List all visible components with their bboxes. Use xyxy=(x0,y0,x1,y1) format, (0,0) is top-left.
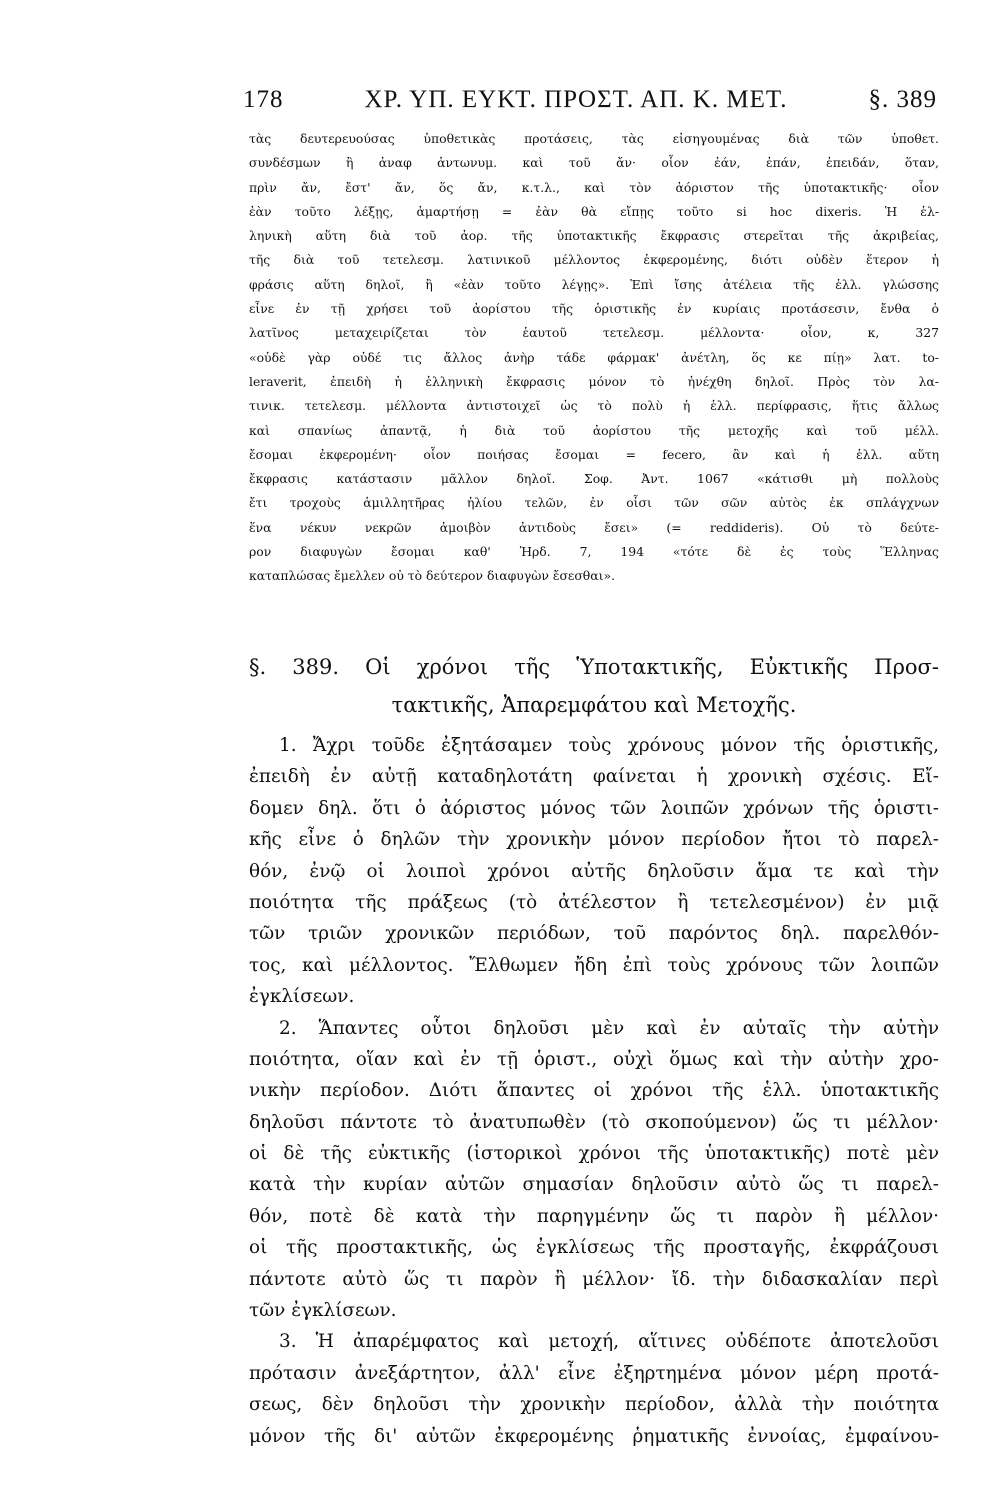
note-line: ἐὰν τοῦτο λέξῃς, ἁμαρτήσῃ = ἐὰν θὰ εἴπῃς τοῦτο si hoc dixeris. Ἡ ἑλ- xyxy=(249,203,939,219)
running-header xyxy=(243,86,937,114)
paragraph-line: μόνον τῆς δι' αὐτῶν ἐκφερομένης ῥηματικῆς ἐννοίας, ἐμφαίνου- xyxy=(249,1425,939,1447)
note-line: τινικ. τετελεσμ. μέλλοντα ἀντιστοιχεῖ ὡς τὸ πολὺ ἡ ἑλλ. περίφρασις, ἥτις ἄλλως xyxy=(249,398,939,414)
paragraph-line: θόν, ποτὲ δὲ κατὰ τὴν παρηγμένην ὥς τι παρὸν ἢ μέλλον· xyxy=(249,1205,939,1227)
note-line: ρον διαφυγὼν ἔσομαι καθ' Ἡρδ. 7, 194 «τότε δὲ ἐς τοὺς Ἕλληνας xyxy=(249,544,939,560)
paragraph-line: ἐγκλίσεων. xyxy=(249,986,355,1008)
section-reference: §. 389 xyxy=(868,86,937,113)
main-text xyxy=(249,730,939,1452)
note-line: ἕνα νέκυν νεκρῶν ἀμοιβὸν ἀντιδοὺς ἔσει» (= reddideris). Οὐ τὸ δεύτε- xyxy=(249,519,939,535)
note-line: leraverit, ἐπειδὴ ἡ ἑλληνικὴ ἔκφρασις μόνον τὸ ἠνέχθη δηλοῖ. Πρὸς τὸν λα- xyxy=(249,373,939,389)
paragraph-line: κῆς εἶνε ὁ δηλῶν τὴν χρονικὴν μόνον περίοδον ἤτοι τὸ παρελ- xyxy=(249,829,939,851)
paragraph-line: νικὴν περίοδον. Διότι ἅπαντες οἱ χρόνοι τῆς ἑλλ. ὑποτακτικῆς xyxy=(249,1080,939,1102)
paragraph-line: σεως, δὲν δηλοῦσι τὴν χρονικὴν περίοδον, ἀλλὰ τὴν ποιότητα xyxy=(249,1394,939,1416)
paragraph-line: κατὰ τὴν κυρίαν αὐτῶν σημασίαν δηλοῦσιν αὐτὸ ὥς τι παρελ- xyxy=(249,1174,939,1196)
paragraph-line: πρότασιν ἀνεξάρτητον, ἀλλ' εἶνε ἐξηρτημένα μόνον μέρη προτά- xyxy=(249,1362,939,1384)
note-line: φράσις αὕτη δηλοῖ, ἢ «ἐὰν τοῦτο λέγῃς». Ἐπὶ ἴσης ἀτέλεια τῆς ἑλλ. γλώσσης xyxy=(249,276,939,292)
note-line: τῆς διὰ τοῦ τετελεσμ. λατινικοῦ μέλλοντος ἐκφερομένης, διότι οὐδὲν ἕτερον ἡ xyxy=(249,252,939,268)
note-line: ληνικὴ αὕτη διὰ τοῦ ἀορ. τῆς ὑποτακτικῆς ἔκφρασις στερεῖται τῆς ἀκριβείας, xyxy=(249,228,939,244)
paragraph-line: θόν, ἐνῷ οἱ λοιποὶ χρόνοι αὐτῆς δηλοῦσιν ἅμα τε καὶ τὴν xyxy=(249,860,939,882)
paragraph-line: 1. Ἄχρι τοῦδε ἐξητάσαμεν τοὺς χρόνους μόνον τῆς ὁριστικῆς, xyxy=(279,735,939,756)
note-line: πρὶν ἄν, ἔστ' ἄν, ὅς ἄν, κ.τ.λ., καὶ τὸν ἀόριστον τῆς ὑποτακτικῆς· οἷον xyxy=(249,179,939,195)
note-line: ἔκφρασις κατάστασιν μᾶλλον δηλοῖ. Σοφ. Ἀντ. 1067 «κάτισθι μὴ πολλοὺς xyxy=(249,471,939,487)
note-line: καταπλώσας ἔμελλεν οὐ τὸ δεύτερον διαφυγὼν ἔσεσθαι». xyxy=(249,568,616,584)
paragraph-line: 3. Ἡ ἀπαρέμφατος καὶ μετοχή, αἵτινες οὐδέποτε ἀποτελοῦσι xyxy=(279,1331,939,1353)
paragraph-line: δομεν δηλ. ὅτι ὁ ἀόριστος μόνος τῶν λοιπῶν χρόνων τῆς ὁριστι- xyxy=(249,797,939,819)
paragraph-line: τῶν ἐγκλίσεων. xyxy=(249,1300,397,1322)
page-number: 178 xyxy=(243,86,284,113)
section-title-line-1: §. 389. Οἱ χρόνοι τῆς Ὑποτακτικῆς, Εὐκτικῆς Προσ- xyxy=(249,655,939,679)
footnote-block xyxy=(249,127,939,589)
paragraph-line: οἱ δὲ τῆς εὐκτικῆς (ἱστορικοὶ χρόνοι τῆς ὑποτακτικῆς) ποτὲ μὲν xyxy=(249,1143,939,1165)
note-line: ἔσομαι ἐκφερομένη· οἷον ποιήσας ἔσομαι = fecero, ἂν καὶ ἡ ἑλλ. αὕτη xyxy=(249,446,939,462)
paragraph-line: ἐπειδὴ ἐν αὐτῇ καταδηλοτάτη φαίνεται ἡ χρονικὴ σχέσις. Εἴ- xyxy=(249,766,939,788)
paragraph-line: 2. Ἅπαντες οὗτοι δηλοῦσι μὲν καὶ ἐν αὐταῖς τὴν αὐτὴν xyxy=(279,1017,939,1039)
paragraph-line: τος, καὶ μέλλοντος. Ἔλθωμεν ἤδη ἐπὶ τοὺς χρόνους τῶν λοιπῶν xyxy=(249,954,939,976)
note-line: «οὐδὲ γὰρ οὐδέ τις ἄλλος ἀνὴρ τάδε φάρμακ' ἀνέτλη, ὅς κε πίῃ» λατ. to- xyxy=(249,349,939,365)
running-title: ΧΡ. ΥΠ. ΕΥΚΤ. ΠΡΟΣΤ. ΑΠ. Κ. ΜΕΤ. xyxy=(364,86,788,113)
note-line: ἔτι τροχοὺς ἁμιλλητῆρας ἡλίου τελῶν, ἐν οἷσι τῶν σῶν αὐτὸς ἐκ σπλάγχνων xyxy=(249,495,939,511)
paragraph-line: οἱ τῆς προστακτικῆς, ὡς ἐγκλίσεως τῆς προσταγῆς, ἐκφράζουσι xyxy=(249,1237,939,1259)
note-line: τὰς δευτερευούσας ὑποθετικὰς προτάσεις, τὰς εἰσηγουμένας διὰ τῶν ὑποθετ. xyxy=(249,131,939,146)
paragraph-line: ποιότητα, οἵαν καὶ ἐν τῇ ὁριστ., οὐχὶ ὅμως καὶ τὴν αὐτὴν χρο- xyxy=(249,1048,939,1070)
note-line: λατῖνος μεταχειρίζεται τὸν ἑαυτοῦ τετελεσμ. μέλλοντα· οἷον, κ, 327 xyxy=(249,325,939,341)
paragraph-line: πάντοτε αὐτὸ ὥς τι παρὸν ἢ μέλλον· ἴδ. τὴν διδασκαλίαν περὶ xyxy=(249,1268,939,1290)
paragraph-line: τῶν τριῶν χρονικῶν περιόδων, τοῦ παρόντος δηλ. παρελθόν- xyxy=(249,923,939,945)
note-line: εἶνε ἐν τῇ χρήσει τοῦ ἀορίστου τῆς ὁριστικῆς ἐν κυρίαις προτάσεσιν, ἔνθα ὁ xyxy=(249,301,939,317)
note-line: συνδέσμων ἢ ἀναφ ἀντωνυμ. καὶ τοῦ ἄν· οἷον ἐάν, ἐπάν, ἐπειδάν, ὅταν, xyxy=(249,155,939,171)
note-line: καὶ σπανίως ἀπαντᾷ, ἡ διὰ τοῦ ἀορίστου τῆς μετοχῆς καὶ τοῦ μέλλ. xyxy=(249,422,939,438)
section-title-line-2: τακτικῆς, Ἀπαρεμφάτου καὶ Μετοχῆς. xyxy=(391,693,797,717)
paragraph-line: δηλοῦσι πάντοτε τὸ ἀνατυπωθὲν (τὸ σκοπούμενον) ὥς τι μέλλον· xyxy=(249,1111,939,1133)
paragraph-line: ποιότητα τῆς πράξεως (τὸ ἀτέλεστον ἢ τετελεσμένον) ἐν μιᾷ xyxy=(249,891,939,913)
section-heading xyxy=(249,648,939,724)
